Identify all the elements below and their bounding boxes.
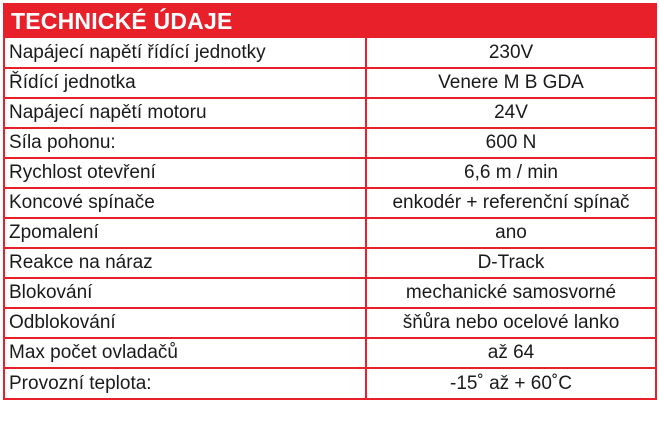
table-row	[5, 38, 655, 68]
row-label: Napájecí napětí řídící jednotky	[5, 38, 366, 68]
row-label: Reakce na náraz	[5, 248, 366, 278]
row-label: Blokování	[5, 278, 366, 308]
specs-grid	[5, 38, 655, 398]
table-row	[5, 308, 655, 338]
row-value: 600 N	[366, 128, 655, 158]
row-value: 6,6 m / min	[366, 158, 655, 188]
row-label: Max počet ovladačů	[5, 338, 366, 368]
row-value: -15˚ až + 60˚C	[366, 368, 655, 398]
technical-specs-table	[3, 3, 657, 400]
row-value: enkodér + referenční spínač	[366, 188, 655, 218]
row-value: šňůra nebo ocelové lanko	[366, 308, 655, 338]
row-value: mechanické samosvorné	[366, 278, 655, 308]
row-value: Venere M B GDA	[366, 68, 655, 98]
table-row	[5, 128, 655, 158]
table-row	[5, 248, 655, 278]
row-value: 24V	[366, 98, 655, 128]
table-row	[5, 338, 655, 368]
table-title: TECHNICKÉ ÚDAJE	[5, 5, 655, 38]
row-value: ano	[366, 218, 655, 248]
table-row	[5, 68, 655, 98]
row-label: Síla pohonu:	[5, 128, 366, 158]
table-row	[5, 368, 655, 398]
row-label: Odblokování	[5, 308, 366, 338]
row-label: Rychlost otevření	[5, 158, 366, 188]
row-value: 230V	[488, 41, 534, 63]
row-value: D-Track	[366, 248, 655, 278]
row-label: Napájecí napětí motoru	[5, 98, 366, 128]
table-row	[5, 158, 655, 188]
row-label: Řídící jednotka	[5, 68, 366, 98]
table-row	[5, 98, 655, 128]
table-row	[5, 278, 655, 308]
table-row	[5, 218, 655, 248]
row-value: až 64	[366, 338, 655, 368]
row-label: Zpomalení	[5, 218, 366, 248]
row-label: Provozní teplota:	[5, 368, 366, 398]
row-label: Koncové spínače	[5, 188, 366, 218]
table-row	[5, 188, 655, 218]
specs-body	[5, 38, 655, 398]
